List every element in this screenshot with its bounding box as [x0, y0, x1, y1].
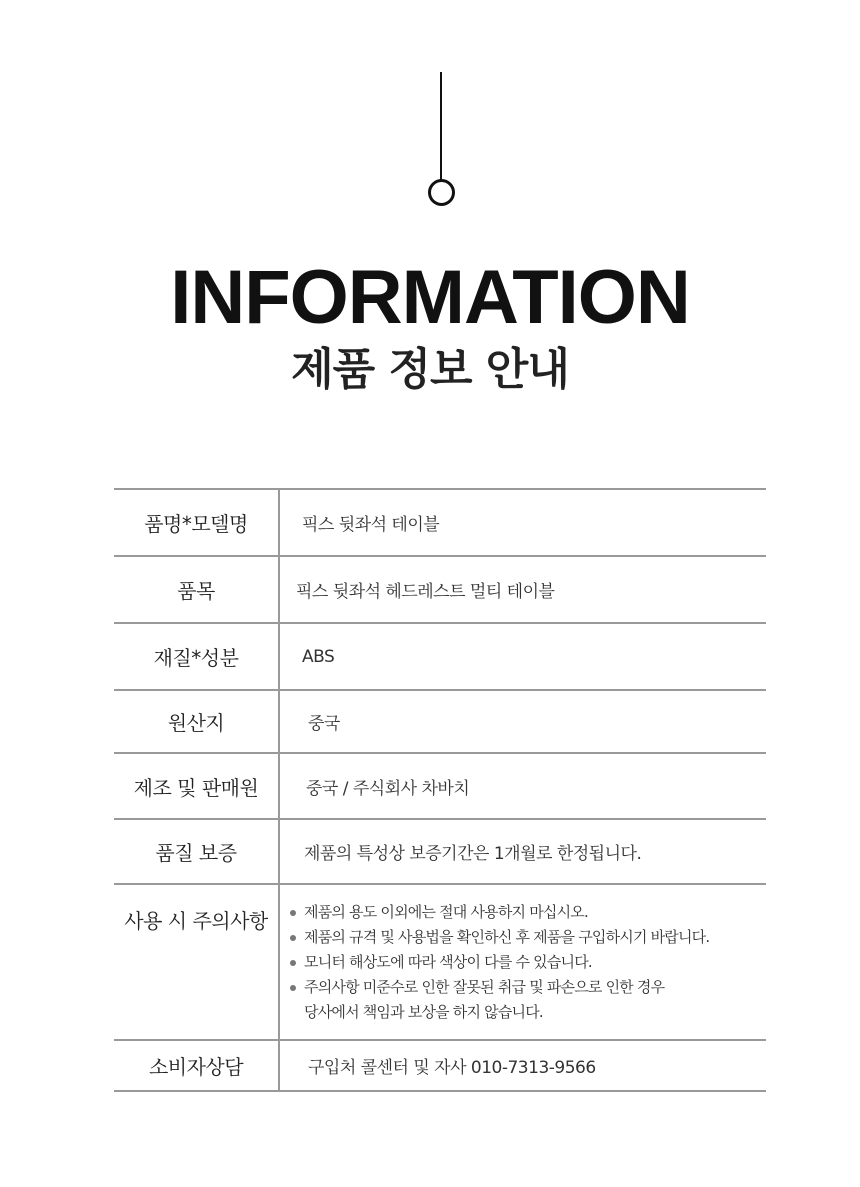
page-subtitle: 제품 정보 안내	[291, 344, 569, 395]
list-item: 모니터 해상도에 따라 색상이 다를 수 있습니다.	[288, 950, 766, 975]
row-value-material: ABS	[302, 646, 335, 667]
row-value-item: 픽스 뒷좌석 헤드레스트 멀티 테이블	[296, 582, 555, 602]
hanging-line-decoration	[440, 72, 442, 180]
row-value-caution	[280, 885, 766, 1039]
list-item-continuation: 당사에서 책임과 보상을 하지 않습니다.	[304, 1002, 543, 1021]
row-label-warranty: 품질 보증	[114, 820, 280, 883]
table-row	[114, 557, 766, 624]
row-value-contact: 구입처 콜센터 및 자사 010-7313-9566	[308, 1058, 596, 1078]
row-label-contact: 소비자상담	[114, 1041, 280, 1090]
table-row	[114, 624, 766, 691]
row-value-origin: 중국	[308, 714, 340, 734]
row-value-product-name: 픽스 뒷좌석 테이블	[302, 515, 440, 535]
table-row	[114, 820, 766, 885]
row-label-origin: 원산지	[114, 691, 280, 752]
table-row	[114, 490, 766, 557]
row-label-caution: 사용 시 주의사항	[114, 885, 280, 1039]
list-item: 제품의 용도 이외에는 절대 사용하지 마십시오.	[288, 900, 766, 925]
row-value-manufacturer: 중국 / 주식회사 차바치	[306, 778, 470, 799]
row-value-warranty: 제품의 특성상 보증기간은 1개월로 한정됩니다.	[304, 844, 642, 864]
row-label-item: 품목	[114, 557, 280, 622]
row-label-product-name: 품명*모델명	[114, 490, 280, 555]
caution-list	[280, 886, 766, 1039]
table-row	[114, 754, 766, 820]
row-label-material: 재질*성분	[114, 624, 280, 689]
row-label-manufacturer: 제조 및 판매원	[114, 754, 280, 818]
product-info-table	[114, 488, 766, 1092]
table-row	[114, 1041, 766, 1092]
page-title: INFORMATION	[170, 255, 690, 340]
list-item: 제품의 규격 및 사용법을 확인하신 후 제품을 구입하시기 바랍니다.	[288, 925, 766, 950]
table-row	[114, 691, 766, 754]
table-row	[114, 885, 766, 1041]
list-item: 주의사항 미준수로 인한 잘못된 취급 및 파손으로 인한 경우	[288, 975, 766, 1000]
hanging-ring-icon	[428, 179, 455, 206]
